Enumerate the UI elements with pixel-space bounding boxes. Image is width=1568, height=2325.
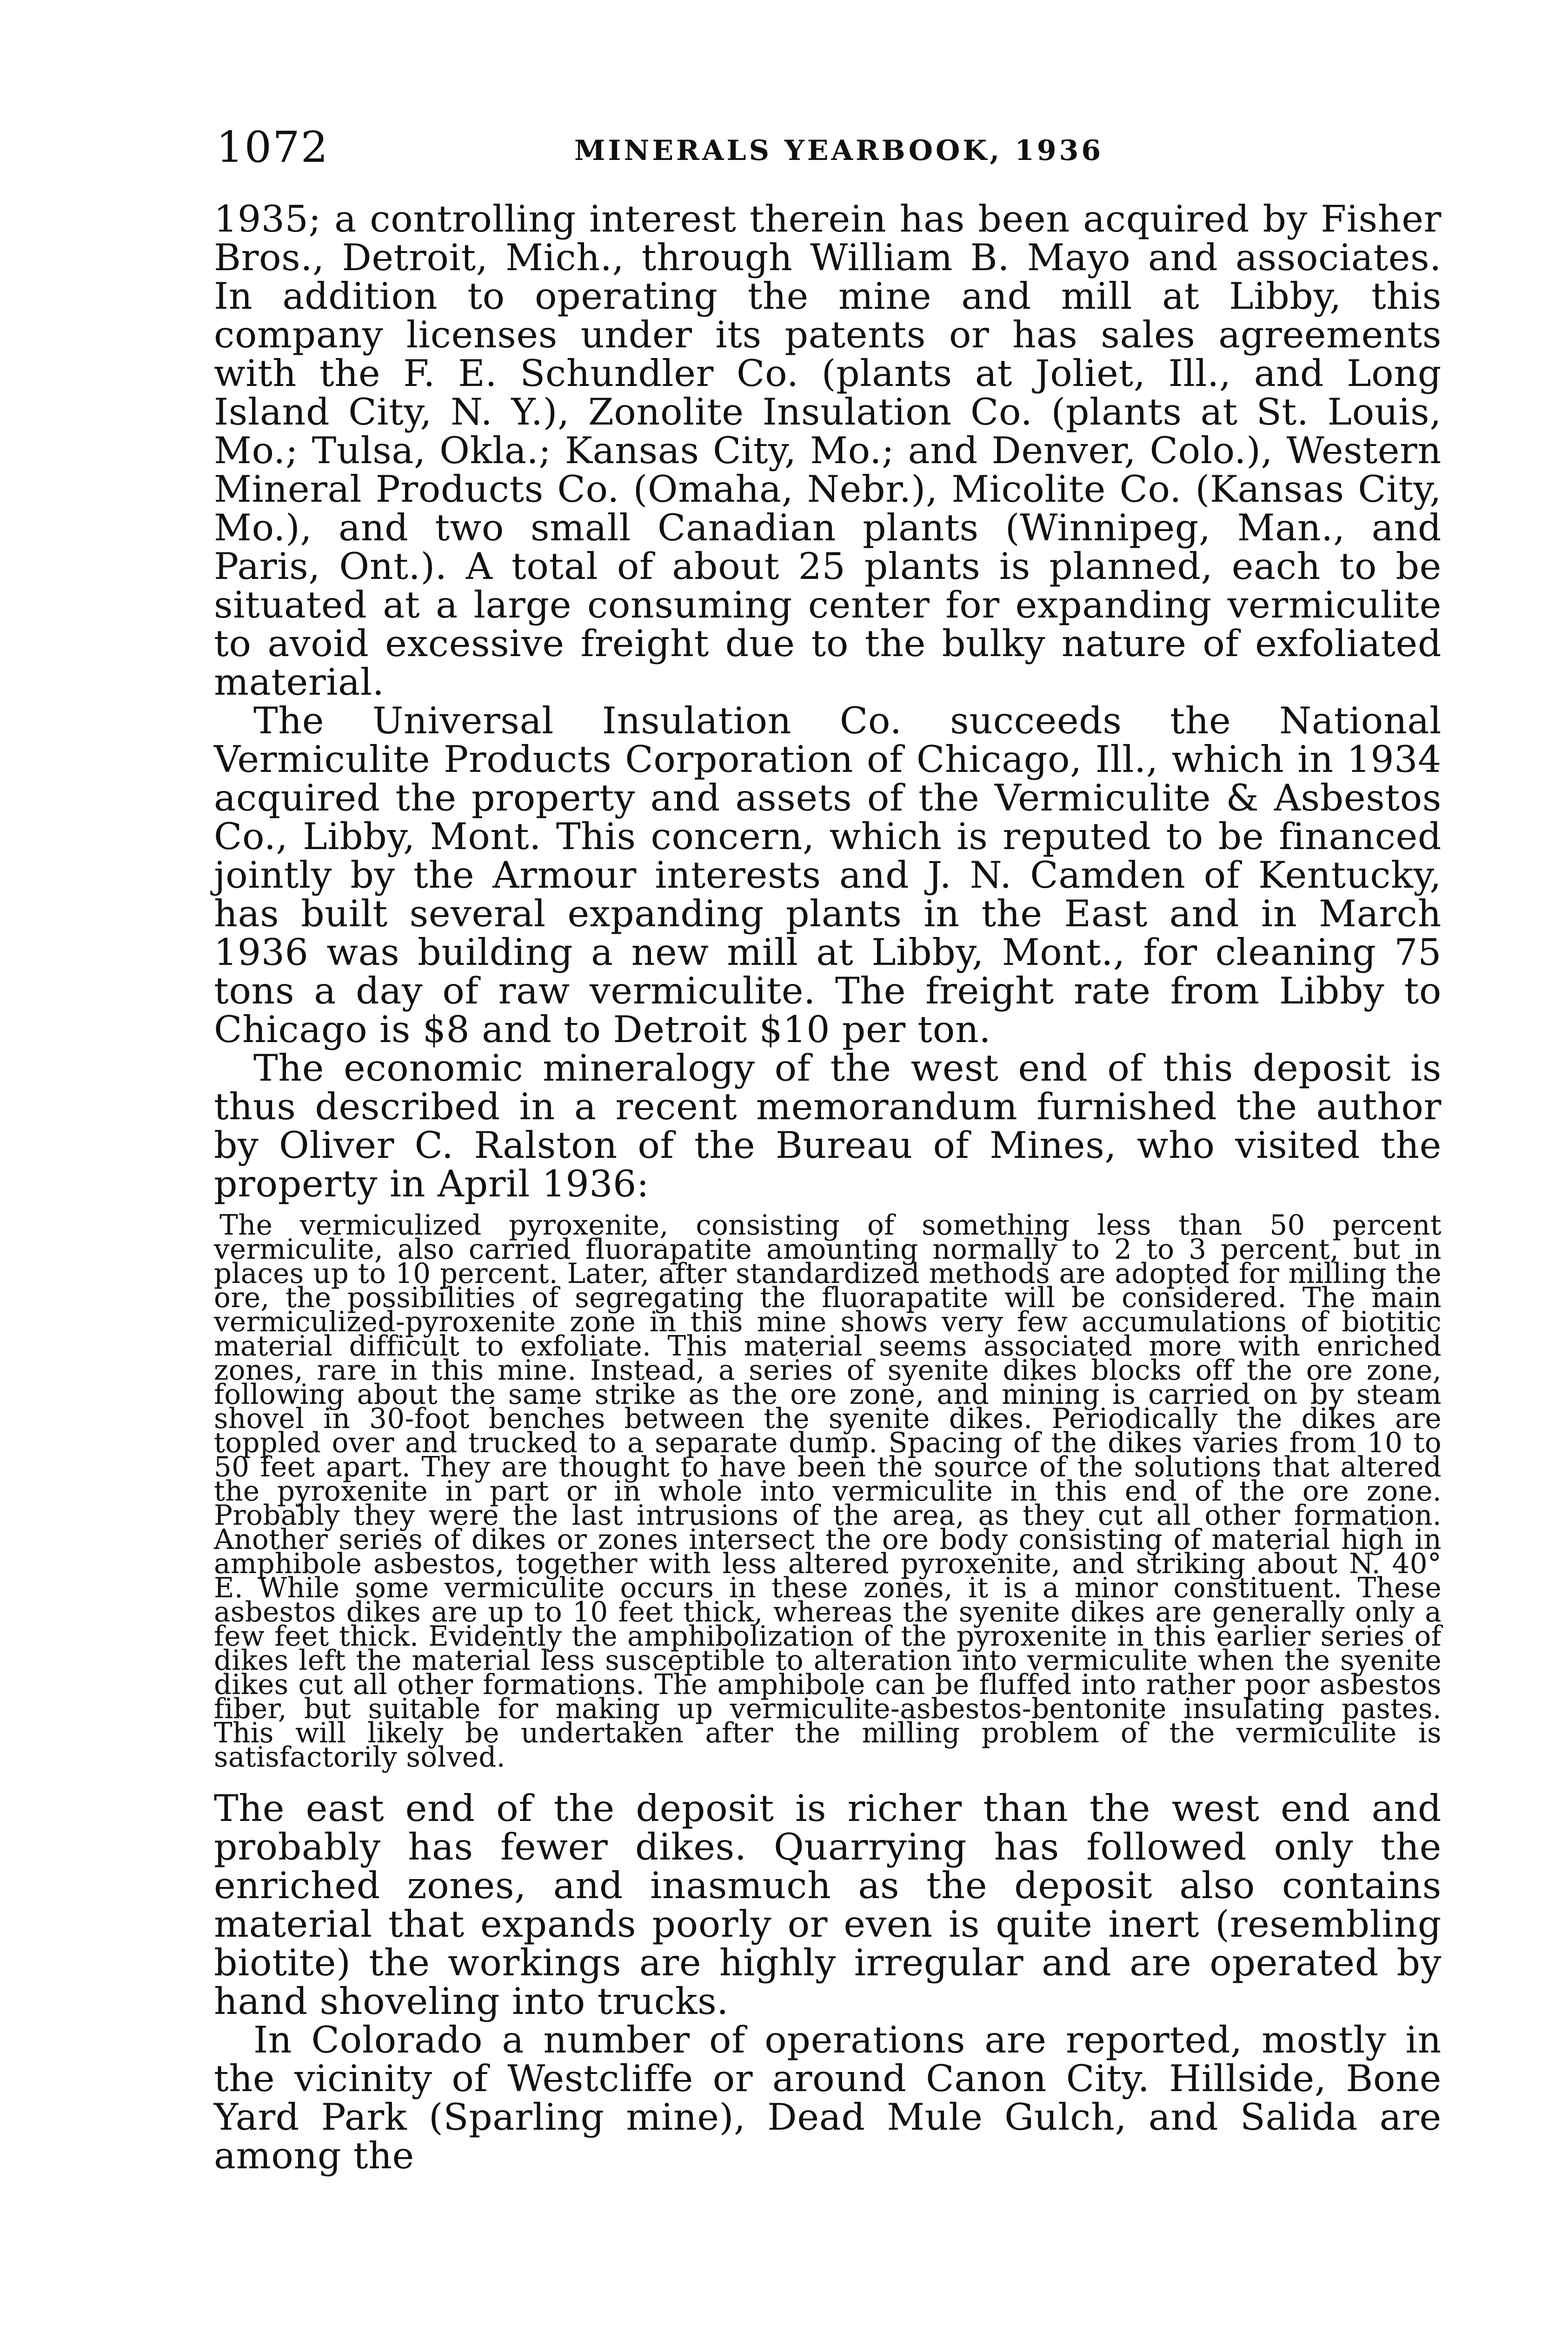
paragraph-2: The Universal Insulation Co. succeeds the National Vermiculite Products Corporation of Chicago, Ill., which in 1934 acquired the property and assets of the Vermiculite & Asbestos Co., Libby, Mont. This concern, which is reputed to be financed jointly by the Armour interests and J. N. Camden of Kentucky, has built several expanding plants in the East and in March 1936 was building a new mill at Libby, Mont., for cleaning 75 tons a day of raw vermiculite. The freight rate from Libby to Chicago is $8 and to Detroit $10 per ton. <box>214 699 1442 1051</box>
paragraph-1: 1935; a controlling interest therein has been acquired by Fisher Bros., Detroit, Mich., through William B. Mayo and associates. In addition to operating the mine and mill at Libby, this company licenses under its patents or has sales agreements with the F. E. Schundler Co. (plants at Joliet, Ill., and Long Island City, N. Y.), Zonolite Insulation Co. (plants at St. Louis, Mo.; Tulsa, Okla.; Kansas City, Mo.; and Denver, Colo.), Western Mineral Products Co. (Omaha, Nebr.), Micolite Co. (Kansas City, Mo.), and two small Canadian plants (Winnipeg, Man., and Paris, Ont.). A total of about 25 plants is planned, each to be situated at a large consuming center for expanding vermiculite to avoid excessive freight due to the bulky nature of exfoliated material. <box>214 198 1442 704</box>
page-number: 1072 <box>216 122 329 172</box>
running-title: MINERALS YEARBOOK, 1936 <box>574 134 1104 167</box>
paragraph-4: The east end of the deposit is richer than the west end and probably has fewer dikes. Quarrying has followed only the enriched zones, and inasmuch as the deposit also contains material that expands poorly or even is quite inert (resembling biotite) the workings are highly irregular and are operated by hand shoveling into trucks. <box>214 1787 1442 2023</box>
running-head <box>216 122 1444 173</box>
paragraph-3: The economic mineralogy of the west end of this deposit is thus described in a recent memorandum furnished the author by Oliver C. Ralston of the Bureau of Mines, who visited the property in April 1936: <box>214 1047 1442 1205</box>
paragraph-5: In Colorado a number of operations are reported, mostly in the vicinity of Westcliffe or around Canon City. Hillside, Bone Yard Park (Sparling mine), Dead Mule Gulch, and Salida are among the <box>214 2019 1442 2177</box>
body-text <box>214 200 1442 2175</box>
block-quote: The vermiculized pyroxenite, consisting of something less than 50 percent vermiculite, also carried fluorapatite amounting normally to 2 to 3 percent, but in places up to 10 percent. Later, after standardized methods are adopted for milling the ore, the possibilities of segregating the fluorapatite will be considered. The main vermiculized-pyroxenite zone in this mine shows very few accumulations of biotitic material difficult to exfoliate. This material seems associated more with enriched zones, rare in this mine. Instead, a series of syenite dikes blocks off the ore zone, following about the same strike as the ore zone, and mining is carried on by steam shovel in 30-foot benches between the syenite dikes. Periodically the dikes are toppled over and trucked to a separate dump. Spacing of the dikes varies from 10 to 50 feet apart. They are thought to have been the source of the solutions that altered the pyroxenite in part or in whole into vermiculite in this end of the ore zone. Probably they were the last intrusions of the area, as they cut all other formation. Another series of dikes or zones intersect the ore body consisting of material high in amphibole asbestos, together with less altered pyroxenite, and striking about N. 40° E. While some vermiculite occurs in these zones, it is a minor constituent. These asbestos dikes are up to 10 feet thick, whereas the syenite dikes are generally only a few feet thick. Evidently the amphibolization of the pyroxenite in this earlier series of dikes left the material less susceptible to alteration into vermiculite when the syenite dikes cut all other formations. The amphibole can be fluffed into rather poor asbestos fiber, but suitable for making up vermiculite-asbestos-bentonite insulating pastes. This will likely be undertaken after the milling problem of the vermiculite is satisfactorily solved. <box>214 1209 1442 1774</box>
